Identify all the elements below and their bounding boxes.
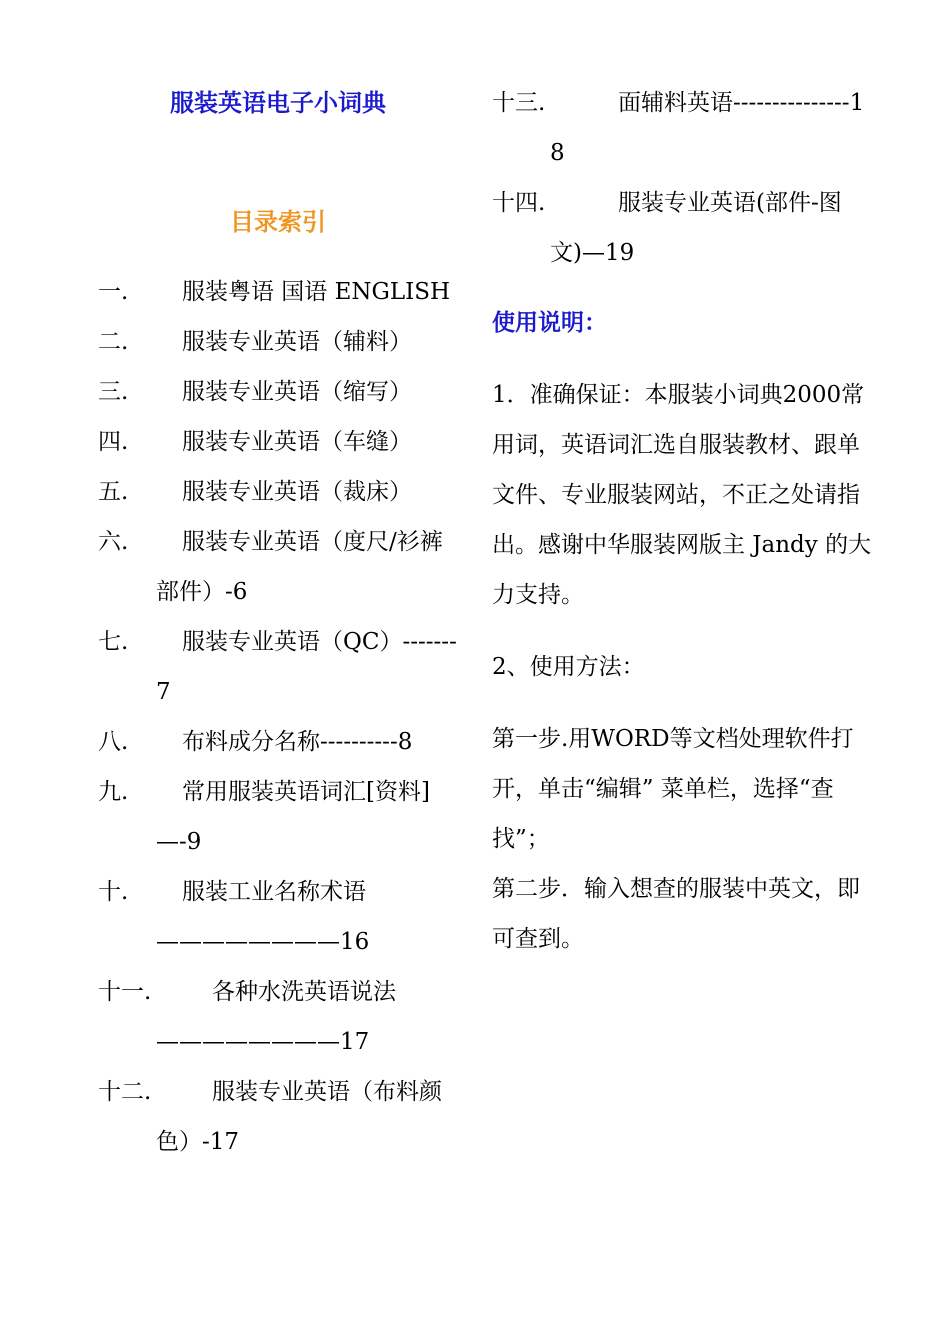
toc-item-text: 服装专业英语（QC）-------7 (156, 629, 457, 705)
toc-item-number: 九. (98, 779, 129, 805)
toc-item[interactable] (98, 617, 458, 717)
toc-item[interactable] (98, 1067, 458, 1167)
toc-item-text: 各种水洗英语说法————————17 (156, 979, 396, 1055)
toc-item[interactable] (98, 467, 458, 517)
toc-item-text: 服装专业英语（缩写） (182, 379, 412, 405)
toc-item-number: 六. (98, 529, 129, 555)
usage-step-1: 第一步.用WORD等文档处理软件打开，单击“编辑” 菜单栏，选择“查找”； (492, 726, 854, 852)
toc-item[interactable] (98, 517, 458, 617)
toc-item[interactable] (492, 78, 872, 178)
toc-item[interactable] (98, 267, 458, 317)
toc-item-text: 服装专业英语（裁床） (182, 479, 412, 505)
spacer (492, 348, 872, 370)
spacer (492, 692, 872, 714)
toc-item-number: 一. (98, 279, 129, 305)
toc-item-number: 十四. (492, 190, 546, 216)
toc-item-number: 八. (98, 729, 129, 755)
toc-item-number: 三. (98, 379, 129, 405)
toc-item[interactable] (98, 367, 458, 417)
toc-item-text: 服装专业英语（车缝） (182, 429, 412, 455)
toc-item-text: 服装粤语 国语 ENGLISH (182, 279, 451, 305)
toc-item[interactable] (98, 767, 458, 867)
usage-step-2: 第二步．输入想查的服装中英文，即可查到。 (492, 876, 860, 952)
toc-item[interactable] (98, 867, 458, 967)
usage-point-2: 2、使用方法： (492, 654, 645, 680)
usage-point-1: 1．准确保证：本服装小词典2000常用词，英语词汇选自服装教材、跟单文件、专业服装网站，不正之处请指出。感谢中华服装网版主 Jandy 的大力支持。 (492, 382, 872, 608)
toc-item-text: 服装专业英语(部件-图文)—19 (550, 190, 842, 266)
toc-item-number: 二. (98, 329, 129, 355)
toc-item[interactable] (98, 417, 458, 467)
toc-item[interactable] (98, 967, 458, 1067)
toc-title: 目录索引 (230, 207, 326, 236)
toc-item-text: 服装专业英语（辅料） (182, 329, 412, 355)
toc-item-number: 四. (98, 429, 129, 455)
spacer (492, 620, 872, 642)
toc-item-text: 常用服装英语词汇[资料]—-9 (156, 779, 430, 855)
toc-item-number: 十一. (98, 979, 152, 1005)
toc-item-text: 面辅料英语---------------18 (550, 90, 865, 166)
toc-item-number: 七. (98, 629, 129, 655)
toc-item-text: 服装工业名称术语————————16 (156, 879, 370, 955)
toc-item-text: 服装专业英语（度尺/衫裤部件）-6 (156, 529, 443, 605)
toc-list-right (492, 78, 872, 278)
document-title: 服装英语电子小词典 (170, 88, 386, 117)
left-column (98, 78, 458, 1167)
toc-item[interactable] (98, 317, 458, 367)
toc-item-text: 服装专业英语（布料颜色）-17 (156, 1079, 442, 1155)
toc-list-left (98, 267, 458, 1167)
usage-heading: 使用说明： (492, 309, 607, 336)
toc-item[interactable] (98, 717, 458, 767)
toc-item-number: 十三. (492, 90, 546, 116)
right-column (492, 78, 872, 964)
toc-item-text: 布料成分名称----------8 (182, 729, 413, 755)
toc-item-number: 五. (98, 479, 129, 505)
toc-item[interactable] (492, 178, 872, 278)
toc-item-number: 十. (98, 879, 129, 905)
toc-item-number: 十二. (98, 1079, 152, 1105)
